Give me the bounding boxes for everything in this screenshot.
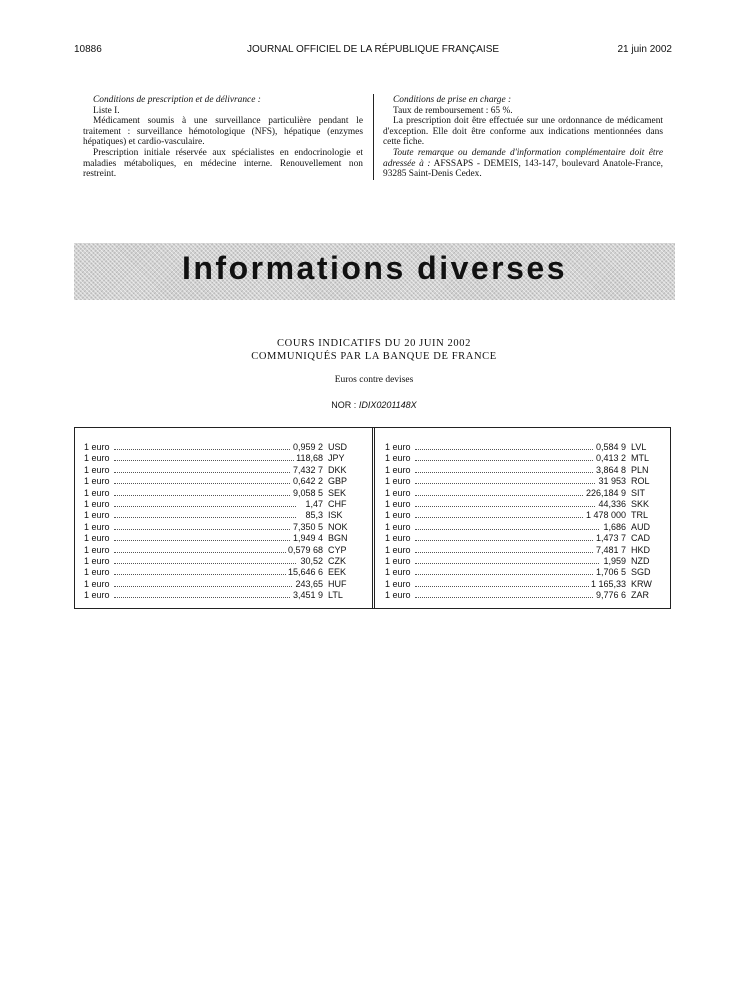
nor-label: NOR : <box>331 400 357 410</box>
rate-value: 7,432 7 <box>292 464 323 475</box>
exchange-rates-table <box>74 427 671 609</box>
rate-row <box>385 590 661 601</box>
currency-code: TRL <box>631 510 649 521</box>
unit-label: 1 euro <box>84 521 110 532</box>
leader-dots <box>114 460 296 461</box>
prescription-heading: Conditions de prescription et de délivrance : <box>93 95 261 105</box>
rate-row <box>84 510 358 521</box>
rate-value: 44,336 <box>598 498 626 509</box>
unit-label: 1 euro <box>84 476 110 487</box>
surveillance-paragraph: Médicament soumis à une surveillance particulière pendant le traitement : surveillance hémotologique (NFS), hépatique (enzymes hépatiques) et cardio-vasculaire. <box>83 116 363 148</box>
currency-code: PLN <box>631 464 649 475</box>
rates-left-column <box>84 442 358 601</box>
leader-dots <box>114 540 296 541</box>
unit-label: 1 euro <box>385 476 411 487</box>
currency-code: NZD <box>631 555 650 566</box>
leader-dots <box>415 472 599 473</box>
remark-paragraph <box>383 148 663 180</box>
rate-value: 1,473 7 <box>595 533 626 544</box>
rate-value: 0,584 9 <box>595 442 626 452</box>
currency-code: KRW <box>631 578 652 589</box>
unit-label: 1 euro <box>385 442 411 452</box>
unit-label: 1 euro <box>84 498 110 509</box>
publication-date: 21 juin 2002 <box>617 44 672 55</box>
unit-label: 1 euro <box>385 498 411 509</box>
leader-dots <box>415 483 599 484</box>
currency-code: DKK <box>328 464 347 475</box>
currency-code: SGD <box>631 567 651 578</box>
unit-label: 1 euro <box>84 578 110 589</box>
rate-value: 9,058 5 <box>292 487 323 498</box>
column-divider <box>373 94 374 180</box>
unit-label: 1 euro <box>84 453 110 464</box>
rate-row <box>385 579 661 590</box>
unit-label: 1 euro <box>84 590 110 601</box>
unit-label: 1 euro <box>84 510 110 521</box>
section-banner <box>74 243 675 300</box>
leader-dots <box>415 597 599 598</box>
leader-dots <box>415 517 599 518</box>
rate-row <box>84 556 358 567</box>
leader-dots <box>114 449 296 450</box>
unit-label: 1 euro <box>385 567 411 578</box>
unit-label: 1 euro <box>385 555 411 566</box>
leader-dots <box>114 495 296 496</box>
rate-row <box>84 533 358 544</box>
unit-label: 1 euro <box>385 464 411 475</box>
rate-row <box>84 465 358 476</box>
rate-row <box>84 567 358 578</box>
rates-column-divider <box>372 428 375 608</box>
currency-code: LVL <box>631 442 647 452</box>
unit-label: 1 euro <box>385 533 411 544</box>
rate-row <box>385 476 661 487</box>
currency-code: NOK <box>328 521 348 532</box>
rate-value: 0,642 2 <box>292 476 323 487</box>
currency-code: AUD <box>631 521 651 532</box>
leader-dots <box>415 552 599 553</box>
currency-code: MTL <box>631 453 649 464</box>
rate-value: 118,68 <box>296 453 323 464</box>
liste-text: Liste I. <box>93 105 120 116</box>
leader-dots <box>114 552 296 553</box>
currency-code: ISK <box>328 510 343 521</box>
rate-value: 1,706 5 <box>595 567 626 578</box>
rate-row <box>385 510 661 521</box>
unit-label: 1 euro <box>84 544 110 555</box>
rate-row <box>84 453 358 464</box>
journal-title: JOURNAL OFFICIEL DE LA RÉPUBLIQUE FRANÇAISE <box>246 44 500 55</box>
remark-italic: Toute remarque ou demande d'information complémentaire doit être adressée à : <box>383 147 663 169</box>
leader-dots <box>114 517 296 518</box>
leader-dots <box>114 597 296 598</box>
leader-dots <box>114 472 296 473</box>
currency-code: ZAR <box>631 590 649 601</box>
rate-row <box>385 545 661 556</box>
currency-code: HKD <box>631 544 651 555</box>
left-text-column <box>83 95 363 180</box>
leader-dots <box>114 483 296 484</box>
rate-row <box>385 488 661 499</box>
rate-value: 30,52 <box>300 555 323 566</box>
currency-code: USD <box>328 442 348 452</box>
nor-reference <box>0 400 748 410</box>
rate-row <box>385 499 661 510</box>
currency-code: LTL <box>328 590 343 601</box>
rate-value: 9,776 6 <box>595 590 626 601</box>
rate-row <box>385 453 661 464</box>
unit-label: 1 euro <box>84 464 110 475</box>
leader-dots <box>415 449 599 450</box>
page-number: 10886 <box>74 44 102 55</box>
remark-address: AFSSAPS - DEMEIS, 143-147, boulevard Anatole-France, 93285 Saint-Denis Cedex. <box>383 158 663 180</box>
rate-value: 15,646 6 <box>287 567 323 578</box>
rate-value: 0,959 2 <box>292 442 323 452</box>
rate-row <box>84 579 358 590</box>
rate-value: 3,864 8 <box>595 464 626 475</box>
currency-code: BGN <box>328 533 348 544</box>
unit-label: 1 euro <box>385 510 411 521</box>
leader-dots <box>415 529 599 530</box>
rate-row <box>385 522 661 533</box>
rate-row <box>385 465 661 476</box>
rate-value: 3,451 9 <box>292 590 323 601</box>
unit-label: 1 euro <box>84 442 110 452</box>
banque-heading: COMMUNIQUÉS PAR LA BANQUE DE FRANCE <box>251 351 497 362</box>
rate-value: 1,959 <box>603 555 626 566</box>
cours-heading: COURS INDICATIFS DU 20 JUIN 2002 <box>277 338 471 349</box>
rates-right-column <box>385 442 661 601</box>
rate-value: 31 953 <box>598 476 626 487</box>
unit-label: 1 euro <box>84 567 110 578</box>
currency-code: CZK <box>328 555 346 566</box>
rate-row <box>84 476 358 487</box>
unit-label: 1 euro <box>385 578 411 589</box>
leader-dots <box>114 586 296 587</box>
rate-row <box>385 556 661 567</box>
rate-value: 7,350 5 <box>292 521 323 532</box>
rate-row <box>84 488 358 499</box>
leader-dots <box>114 529 296 530</box>
rate-value: 1,686 <box>603 521 626 532</box>
taux-text: Taux de remboursement : 65 %. <box>393 105 513 116</box>
leader-dots <box>415 506 599 507</box>
prise-en-charge-heading: Conditions de prise en charge : <box>393 95 512 105</box>
rate-row <box>385 567 661 578</box>
unit-label: 1 euro <box>84 487 110 498</box>
rate-value: 1 478 000 <box>585 510 626 521</box>
right-text-column <box>383 95 663 180</box>
leader-dots <box>415 574 599 575</box>
unit-label: 1 euro <box>385 544 411 555</box>
rate-row <box>84 499 358 510</box>
rate-row <box>84 590 358 601</box>
rate-value: 0,579 68 <box>287 544 323 555</box>
currency-code: CHF <box>328 498 347 509</box>
unit-label: 1 euro <box>84 533 110 544</box>
leader-dots <box>415 495 599 496</box>
page-header <box>74 44 672 58</box>
unit-label: 1 euro <box>385 590 411 601</box>
leader-dots <box>114 574 296 575</box>
leader-dots <box>415 563 599 564</box>
unit-label: 1 euro <box>385 521 411 532</box>
currency-code: CYP <box>328 544 347 555</box>
currency-code: ROL <box>631 476 650 487</box>
unit-label: 1 euro <box>385 487 411 498</box>
rate-row <box>84 545 358 556</box>
unit-label: 1 euro <box>385 453 411 464</box>
rate-row <box>84 442 358 453</box>
rate-value: 226,184 9 <box>585 487 626 498</box>
rate-value: 85,3 <box>305 510 323 521</box>
leader-dots <box>415 586 599 587</box>
prescription-paragraph: Prescription initiale réservée aux spécialistes en endocrinologie et maladies métaboliques, en médecine interne. Renouvellement non restreint. <box>83 147 363 180</box>
euros-subtitle: Euros contre devises <box>334 375 414 385</box>
rate-row <box>84 522 358 533</box>
currency-code: SEK <box>328 487 347 498</box>
rate-value: 0,413 2 <box>595 453 626 464</box>
rate-row <box>385 442 661 453</box>
leader-dots <box>415 460 599 461</box>
unit-label: 1 euro <box>84 555 110 566</box>
ordonnance-paragraph: La prescription doit être effectuée sur une ordonnance de médicament d'exception. Elle doit être conforme aux indications mentionnées dans cette fiche. <box>383 116 663 148</box>
currency-code: HUF <box>328 578 347 589</box>
rate-row <box>385 533 661 544</box>
leader-dots <box>114 563 296 564</box>
leader-dots <box>114 506 296 507</box>
currency-code: JPY <box>328 453 345 464</box>
currency-code: SKK <box>631 498 650 509</box>
rate-value: 1,47 <box>305 498 323 509</box>
rate-value: 1,949 4 <box>292 533 323 544</box>
leader-dots <box>415 540 599 541</box>
currency-code: GBP <box>328 476 348 487</box>
banner-title: Informations diverses <box>181 250 568 286</box>
rate-value: 243,65 <box>295 578 323 589</box>
currency-code: EEK <box>328 567 347 578</box>
rate-value: 7,481 7 <box>595 544 626 555</box>
currency-code: CAD <box>631 533 651 544</box>
currency-code: SIT <box>631 487 646 498</box>
rate-value: 1 165,33 <box>590 578 626 589</box>
nor-value: IDIX0201148X <box>358 400 417 410</box>
